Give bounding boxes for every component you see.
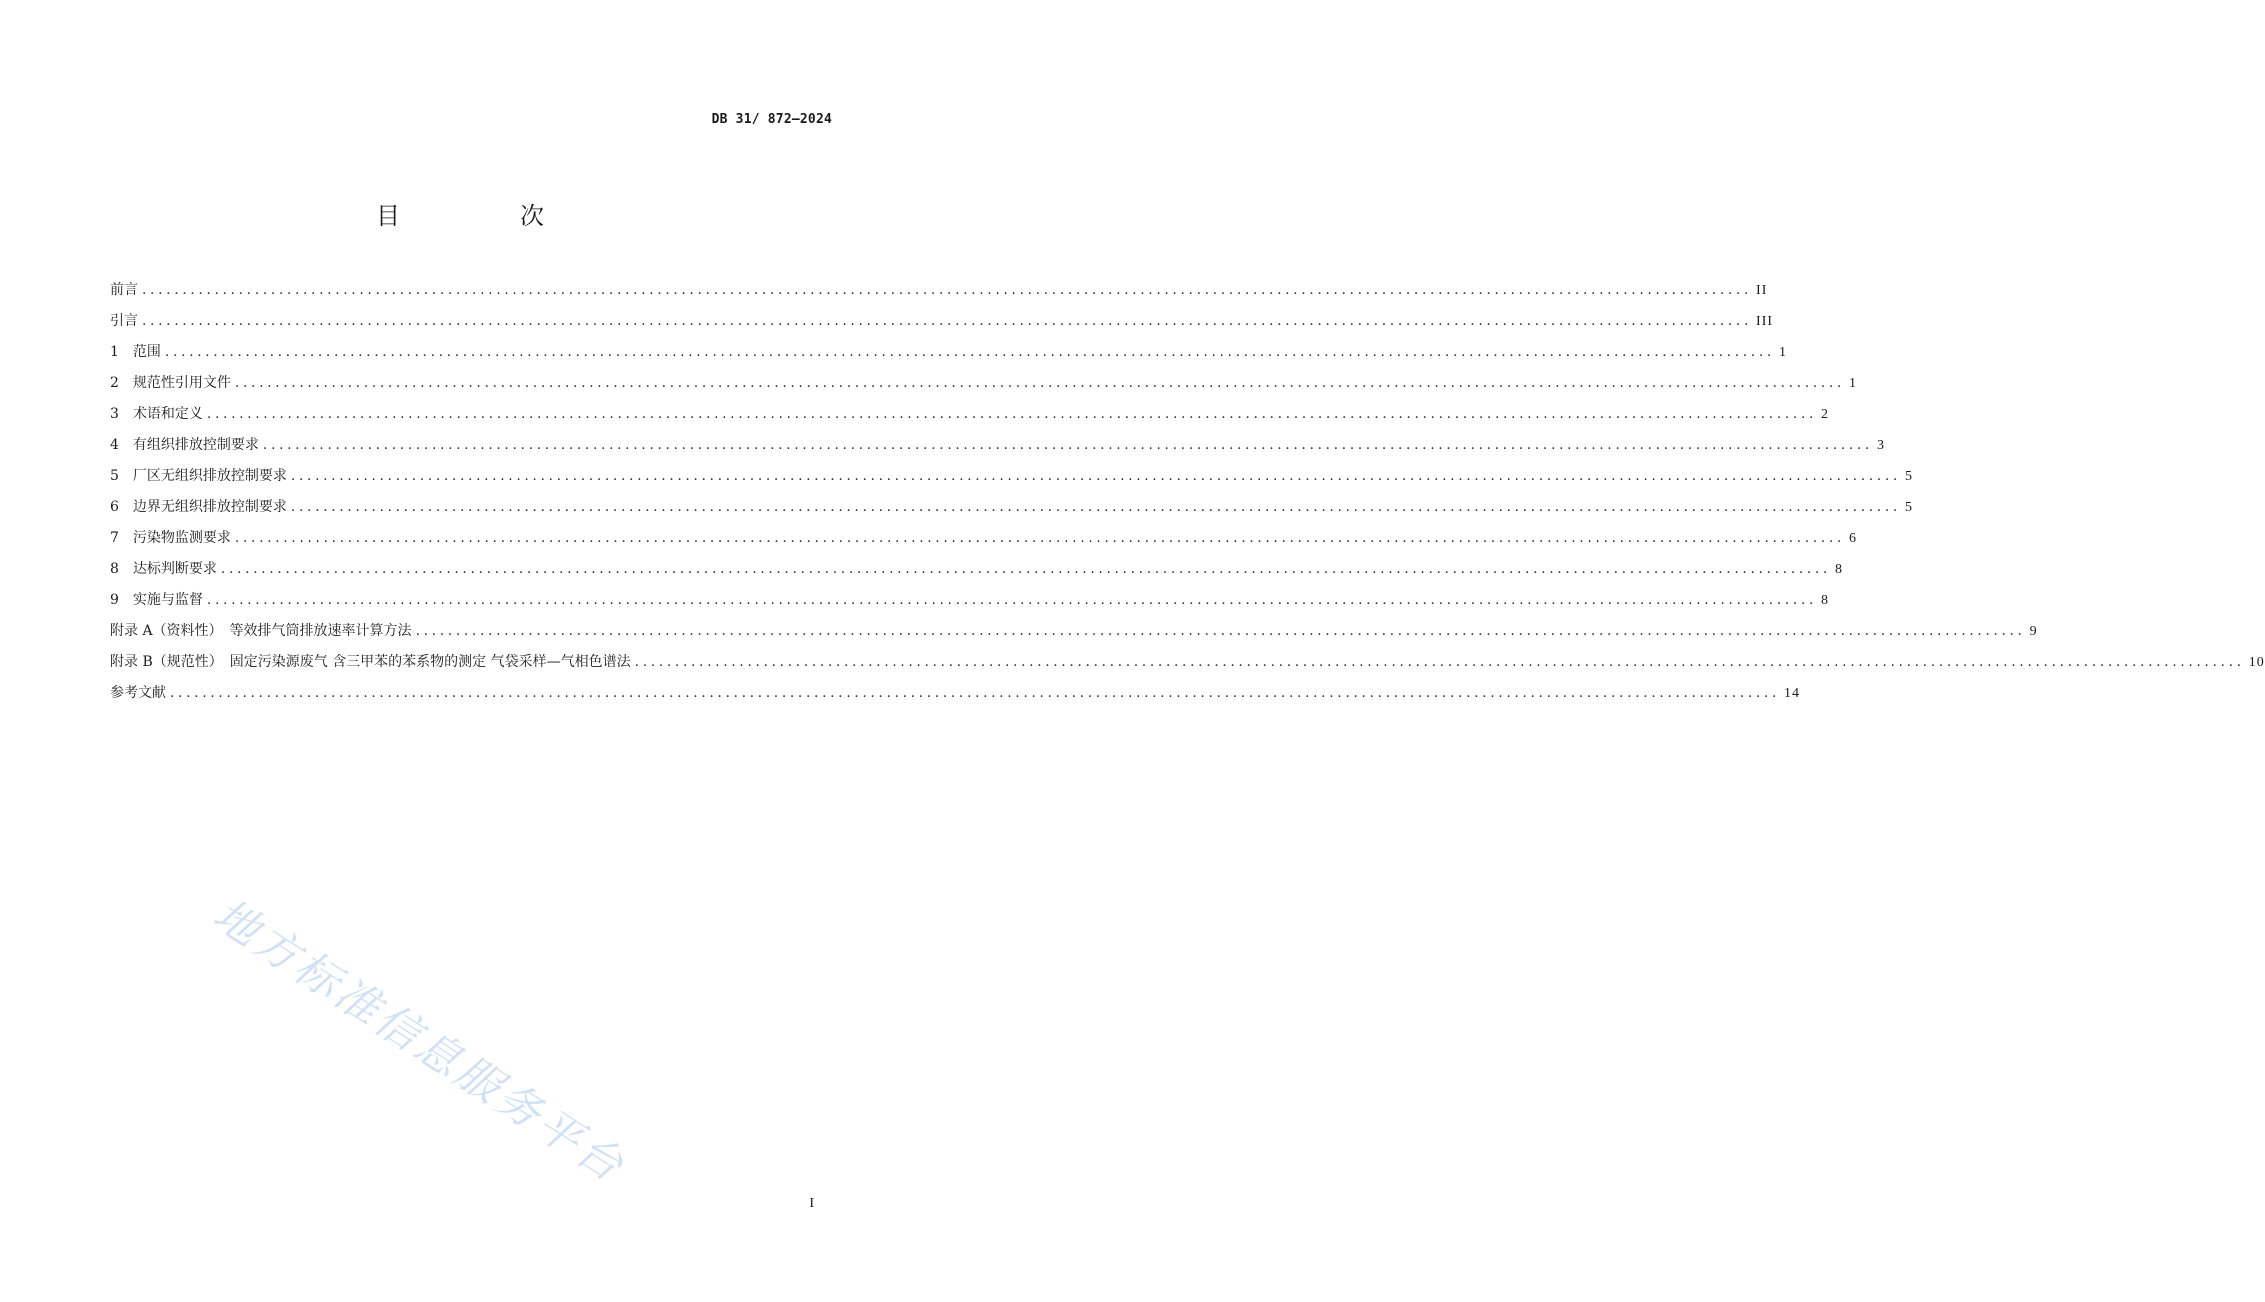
- toc-entry-page: 14: [1784, 686, 1801, 701]
- toc-entry-appendix-a[interactable]: [110, 619, 2038, 650]
- toc-entry-label: 8 达标判断要求: [110, 561, 217, 577]
- toc-entry-label: 3 术语和定义: [110, 406, 203, 422]
- toc-entry-label: 参考文献: [110, 685, 166, 701]
- toc-entry-page: III: [1756, 314, 1774, 329]
- toc-entry-pollutant-monitoring[interactable]: [110, 526, 1857, 557]
- toc-entry-label: 1 范围: [110, 344, 161, 360]
- toc-entry-page: 9: [2029, 624, 2038, 639]
- toc-entry-plant-fugitive-emission[interactable]: [110, 464, 1913, 495]
- toc-entry-label: 前言: [110, 282, 138, 298]
- toc-entry-label: 6 边界无组织排放控制要求: [110, 499, 287, 515]
- toc-leader-dots: ........................................................................................................................................................................................................: [262, 437, 1873, 453]
- toc-entry-page: 1: [1848, 376, 1857, 391]
- toc-entry-page: II: [1756, 283, 1768, 298]
- toc-title: 目 次: [376, 202, 592, 230]
- toc-leader-dots: ........................................................................................................................................................................................................: [142, 313, 1753, 329]
- toc-entry-page: 2: [1820, 407, 1829, 422]
- document-code: DB 31/ 872—2024: [711, 112, 832, 127]
- toc-entry-page: 1: [1778, 345, 1787, 360]
- toc-entry-page: 6: [1848, 531, 1857, 546]
- toc-leader-dots: ........................................................................................................................................................................................................: [220, 561, 1831, 577]
- toc-entry-page: 8: [1820, 593, 1829, 608]
- toc-leader-dots: ........................................................................................................................................................................................................: [234, 375, 1845, 391]
- toc-entry-organized-emission[interactable]: [110, 433, 1885, 464]
- toc-leader-dots: ........................................................................................................................................................................................................: [164, 344, 1775, 360]
- toc-entry-label: 2 规范性引用文件: [110, 375, 231, 391]
- toc-entry-terms-definitions[interactable]: [110, 402, 1829, 433]
- toc-leader-dots: ........................................................................................................................................................................................................: [290, 468, 1901, 484]
- toc-entry-label: 5 厂区无组织排放控制要求: [110, 468, 287, 484]
- watermark-text: 地方标准信息服务平台: [204, 889, 635, 1194]
- toc-entry-normative-references[interactable]: [110, 371, 1857, 402]
- toc-entry-page: 8: [1834, 562, 1843, 577]
- toc-leader-dots: ........................................................................................................................................................................................................: [290, 499, 1901, 515]
- toc-entry-scope[interactable]: [110, 340, 1787, 371]
- toc-entry-compliance-judgment[interactable]: [110, 557, 1843, 588]
- toc-entry-appendix-b[interactable]: [110, 650, 2265, 681]
- toc-entry-label: 附录 A（资料性） 等效排气筒排放速率计算方法: [110, 623, 412, 639]
- toc-entry-label: 4 有组织排放控制要求: [110, 437, 259, 453]
- page-number: I: [809, 1196, 814, 1211]
- toc-entry-foreword[interactable]: [110, 278, 1768, 309]
- toc-entry-page: 5: [1904, 500, 1913, 515]
- toc-leader-dots: ........................................................................................................................................................................................................: [206, 406, 1817, 422]
- toc-leader-dots: ........................................................................................................................................................................................................: [415, 623, 2026, 639]
- toc-entry-label: 9 实施与监督: [110, 592, 203, 608]
- toc-entry-label: 7 污染物监测要求: [110, 530, 231, 546]
- toc-entry-page: 10: [2248, 655, 2265, 670]
- toc-entry-implementation-supervision[interactable]: [110, 588, 1829, 619]
- toc-leader-dots: ........................................................................................................................................................................................................: [170, 685, 1781, 701]
- toc-entry-page: 3: [1876, 438, 1885, 453]
- toc-entry-boundary-fugitive-emission[interactable]: [110, 495, 1913, 526]
- toc-entry-page: 5: [1904, 469, 1913, 484]
- toc-list: [110, 278, 2265, 712]
- toc-entry-bibliography[interactable]: [110, 681, 1801, 712]
- toc-leader-dots: ........................................................................................................................................................................................................: [206, 592, 1817, 608]
- toc-entry-introduction[interactable]: [110, 309, 1774, 340]
- toc-leader-dots: ........................................................................................................................................................................................................: [234, 530, 1845, 546]
- toc-entry-label: 引言: [110, 313, 138, 329]
- toc-leader-dots: ........................................................................................................................................................................................................: [142, 282, 1753, 298]
- toc-entry-label: 附录 B（规范性） 固定污染源废气 含三甲苯的苯系物的测定 气袋采样—气相色谱法: [110, 654, 631, 670]
- toc-leader-dots: ........................................................................................................................................................................................................: [634, 654, 2245, 670]
